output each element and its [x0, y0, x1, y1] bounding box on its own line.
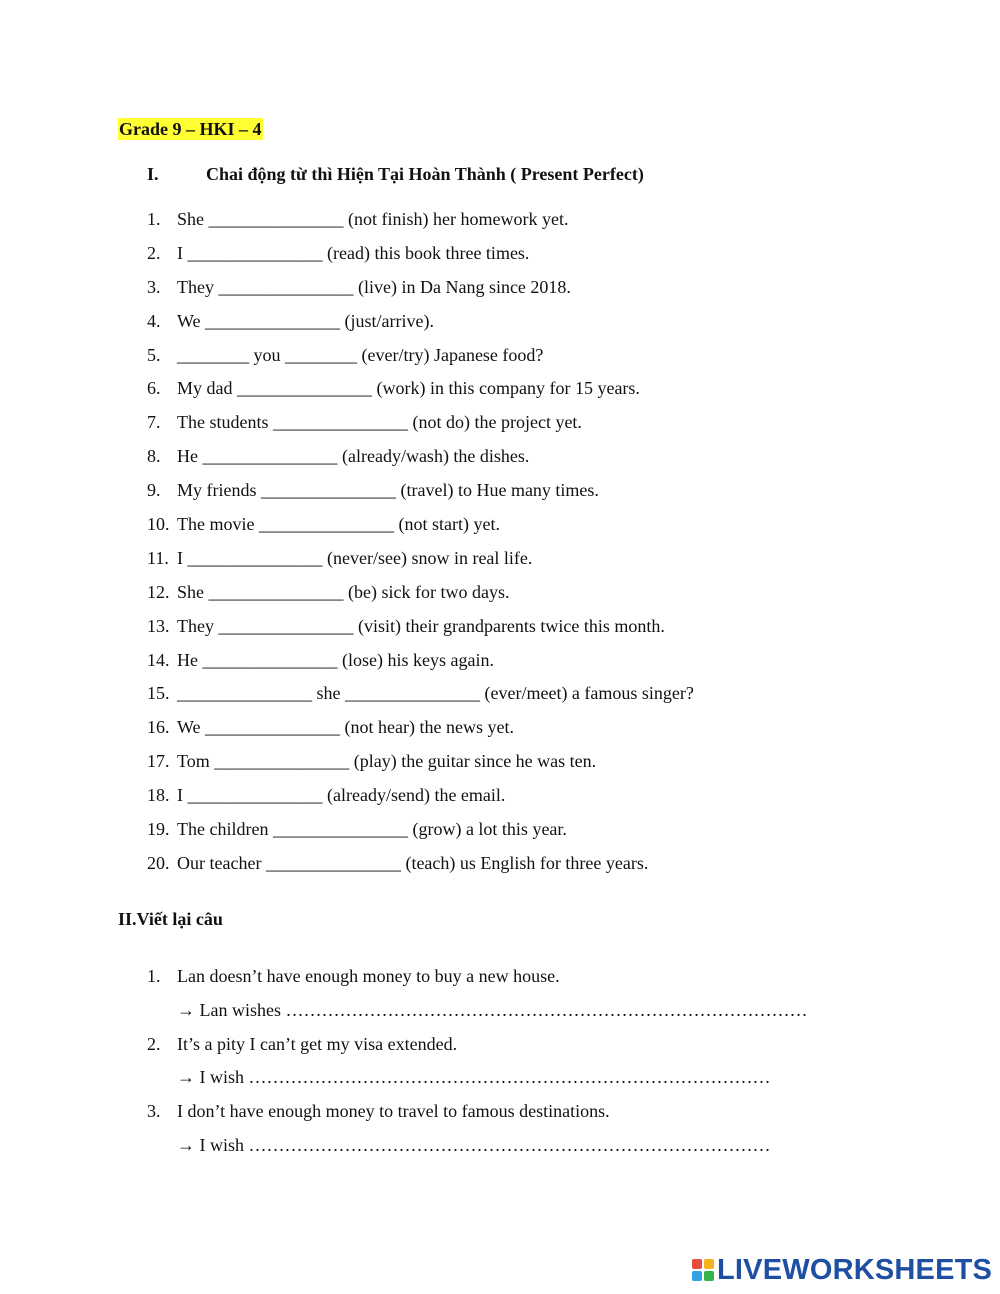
- question-number: 7.: [147, 412, 161, 433]
- logo-mark-icon: [692, 1259, 714, 1281]
- question-text: Tom _______________ (play) the guitar since he was ten.: [177, 751, 597, 772]
- question-text: We _______________ (just/arrive).: [177, 310, 435, 331]
- question-item: [147, 682, 947, 716]
- question-item: [147, 344, 947, 378]
- section-2-heading: II.Viết lại câu: [118, 909, 223, 929]
- question-text: I _______________ (already/send) the email.: [177, 785, 506, 806]
- logo-mark-square: [692, 1271, 702, 1281]
- question-number: 2.: [147, 242, 161, 263]
- rewrite-sentence: I don’t have enough money to travel to famous destinations.: [177, 1101, 610, 1122]
- question-number: 13.: [147, 615, 170, 636]
- rewrite-sentence: It’s a pity I can’t get my visa extended.: [177, 1033, 458, 1054]
- rewrite-prompt: [147, 965, 947, 999]
- question-text: He _______________ (lose) his keys again.: [177, 649, 494, 670]
- question-number: 9.: [147, 480, 161, 501]
- question-item: [147, 615, 947, 649]
- logo-mark-square: [692, 1259, 702, 1269]
- question-number: 8.: [147, 446, 161, 467]
- rewrite-sentence: Lan doesn’t have enough money to buy a new house.: [177, 966, 560, 986]
- logo-mark-square: [704, 1271, 714, 1281]
- question-text: They _______________ (live) in Da Nang since 2018.: [177, 276, 571, 297]
- question-text: I _______________ (never/see) snow in real life.: [177, 547, 533, 568]
- rewrite-item: [147, 1100, 947, 1168]
- question-text: She _______________ (be) sick for two days.: [177, 581, 510, 602]
- logo-text: LIVEWORKSHEETS: [717, 1254, 993, 1286]
- question-item: [147, 818, 947, 852]
- question-text: I _______________ (read) this book three times.: [177, 242, 530, 263]
- question-item: [147, 716, 947, 750]
- question-number: 14.: [147, 649, 170, 670]
- question-item: [147, 377, 947, 411]
- question-number: 12.: [147, 581, 170, 602]
- liveworksheets-logo: [692, 1254, 992, 1286]
- section-1-title: Chai động từ thì Hiện Tại Hoàn Thành ( Present Perfect): [206, 164, 644, 184]
- rewrite-number: 3.: [147, 1101, 161, 1122]
- question-item: [147, 649, 947, 683]
- question-item: [147, 750, 947, 784]
- question-text: They _______________ (visit) their grandparents twice this month.: [177, 615, 665, 636]
- question-item: [147, 547, 947, 581]
- question-number: 3.: [147, 276, 161, 297]
- section-1-number: I.: [147, 164, 159, 184]
- question-number: 16.: [147, 717, 170, 738]
- question-text: _______________ she _______________ (ever/meet) a famous singer?: [177, 683, 694, 704]
- question-item: [147, 784, 947, 818]
- present-perfect-question-list: [147, 208, 947, 886]
- question-number: 6.: [147, 378, 161, 399]
- question-number: 10.: [147, 514, 170, 535]
- question-text: She _______________ (not finish) her homework yet.: [177, 209, 569, 229]
- rewrite-item: [147, 1033, 947, 1101]
- rewrite-answer-line: → I wish ……………………………………………………………………………: [177, 1067, 771, 1088]
- question-item: [147, 276, 947, 310]
- question-item: [147, 445, 947, 479]
- question-number: 11.: [147, 547, 169, 568]
- question-item: [147, 581, 947, 615]
- question-text: ________ you ________ (ever/try) Japanese food?: [177, 344, 544, 365]
- question-number: 20.: [147, 852, 170, 873]
- question-text: Our teacher _______________ (teach) us English for three years.: [177, 852, 649, 873]
- question-number: 18.: [147, 785, 170, 806]
- question-text: The students _______________ (not do) the project yet.: [177, 412, 582, 433]
- rewrite-prompt: [147, 1100, 947, 1134]
- question-item: [147, 479, 947, 513]
- question-item: [147, 242, 947, 276]
- question-text: My friends _______________ (travel) to Hue many times.: [177, 480, 599, 501]
- question-text: The children _______________ (grow) a lot this year.: [177, 819, 567, 840]
- question-text: He _______________ (already/wash) the dishes.: [177, 446, 530, 467]
- question-item: [147, 513, 947, 547]
- question-number: 19.: [147, 819, 170, 840]
- question-text: We _______________ (not hear) the news yet.: [177, 717, 514, 738]
- logo-mark-square: [704, 1259, 714, 1269]
- question-number: 15.: [147, 683, 170, 704]
- question-item: [147, 411, 947, 445]
- section-1-heading: [147, 163, 644, 185]
- rewrite-number: 1.: [147, 966, 161, 986]
- question-text: The movie _______________ (not start) yet.: [177, 514, 500, 535]
- rewrite-number: 2.: [147, 1033, 161, 1054]
- question-number: 1.: [147, 209, 161, 229]
- question-text: My dad _______________ (work) in this company for 15 years.: [177, 378, 640, 399]
- worksheet-title: Grade 9 – HKI – 4: [119, 119, 262, 139]
- rewrite-prompt: [147, 1033, 947, 1067]
- question-number: 4.: [147, 310, 161, 331]
- question-item: [147, 310, 947, 344]
- question-number: 17.: [147, 751, 170, 772]
- question-item: [147, 208, 947, 242]
- rewrite-item: [147, 965, 947, 1033]
- rewrite-answer-line: → Lan wishes ……………………………………………………………………………: [177, 999, 808, 1020]
- rewrite-sentence-list: [147, 965, 947, 1168]
- question-number: 5.: [147, 344, 161, 365]
- rewrite-answer-line: → I wish ……………………………………………………………………………: [177, 1134, 771, 1155]
- question-item: [147, 852, 947, 886]
